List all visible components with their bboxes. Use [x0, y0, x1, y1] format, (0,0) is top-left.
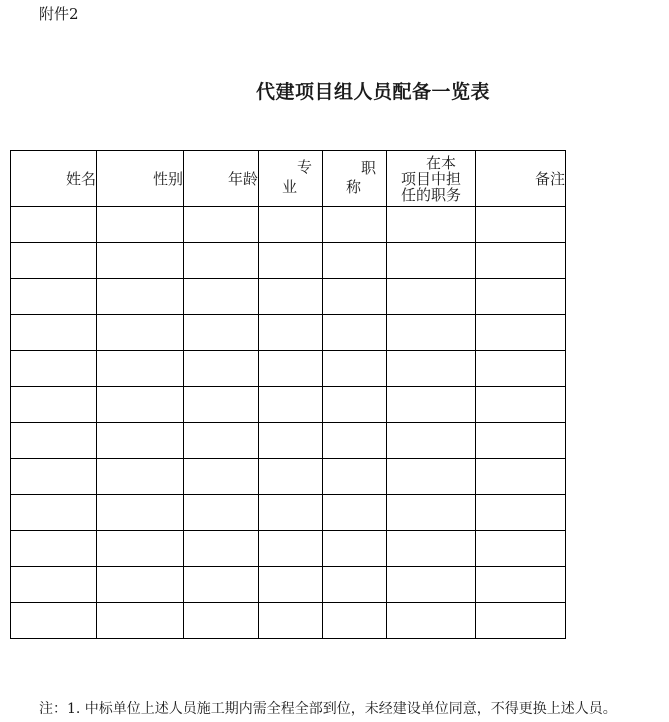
cell-remarks: [476, 387, 566, 423]
cell-gender: [97, 459, 184, 495]
table-row: [11, 603, 566, 639]
cell-age: [184, 495, 259, 531]
header-major-part1: 专: [297, 158, 313, 176]
cell-position: [387, 603, 476, 639]
cell-gender: [97, 315, 184, 351]
cell-position: [387, 387, 476, 423]
header-gender: 性别: [97, 151, 184, 207]
cell-position: [387, 279, 476, 315]
header-age: 年龄: [184, 151, 259, 207]
cell-name: [11, 459, 97, 495]
cell-position: [387, 315, 476, 351]
cell-major: [259, 315, 323, 351]
cell-position: [387, 207, 476, 243]
cell-major: [259, 351, 323, 387]
cell-title: [323, 279, 387, 315]
header-position-line3: 任的职务: [400, 185, 461, 204]
table-header-row: [11, 151, 566, 207]
table-row: [11, 567, 566, 603]
table-row: [11, 243, 566, 279]
cell-gender: [97, 531, 184, 567]
cell-gender: [97, 351, 184, 387]
header-title: [323, 151, 387, 207]
cell-position: [387, 531, 476, 567]
table-row: [11, 207, 566, 243]
cell-gender: [97, 495, 184, 531]
cell-gender: [97, 567, 184, 603]
cell-gender: [97, 279, 184, 315]
cell-name: [11, 351, 97, 387]
cell-position: [387, 423, 476, 459]
cell-remarks: [476, 459, 566, 495]
header-name: 姓名: [11, 151, 97, 207]
cell-title: [323, 423, 387, 459]
cell-remarks: [476, 531, 566, 567]
footnote: 注：1. 中标单位上述人员施工期内需全程全部到位，未经建设单位同意，不得更换上述人员。: [39, 701, 617, 717]
cell-name: [11, 531, 97, 567]
table-row: [11, 279, 566, 315]
cell-remarks: [476, 351, 566, 387]
header-major-part2: 业: [282, 178, 298, 196]
cell-major: [259, 207, 323, 243]
table-row: [11, 315, 566, 351]
cell-title: [323, 243, 387, 279]
table-row: [11, 531, 566, 567]
cell-age: [184, 459, 259, 495]
cell-major: [259, 459, 323, 495]
cell-title: [323, 603, 387, 639]
cell-position: [387, 243, 476, 279]
cell-age: [184, 387, 259, 423]
cell-remarks: [476, 243, 566, 279]
cell-remarks: [476, 603, 566, 639]
cell-remarks: [476, 423, 566, 459]
cell-major: [259, 279, 323, 315]
header-position-line2: 项目中担: [400, 169, 461, 188]
cell-name: [11, 315, 97, 351]
cell-remarks: [476, 207, 566, 243]
table-body: [11, 207, 566, 639]
attachment-label: 附件2: [39, 5, 79, 23]
header-position: [387, 151, 476, 207]
cell-age: [184, 423, 259, 459]
cell-gender: [97, 387, 184, 423]
cell-age: [184, 351, 259, 387]
header-major: [259, 151, 323, 207]
table-row: [11, 351, 566, 387]
cell-title: [323, 387, 387, 423]
table-row: [11, 459, 566, 495]
cell-major: [259, 387, 323, 423]
cell-remarks: [476, 315, 566, 351]
cell-age: [184, 279, 259, 315]
cell-name: [11, 423, 97, 459]
cell-title: [323, 567, 387, 603]
cell-name: [11, 387, 97, 423]
cell-age: [184, 531, 259, 567]
staff-table: [10, 150, 566, 639]
cell-title: [323, 495, 387, 531]
cell-title: [323, 459, 387, 495]
cell-position: [387, 495, 476, 531]
cell-gender: [97, 423, 184, 459]
header-title-part2: 称: [346, 178, 362, 196]
cell-major: [259, 423, 323, 459]
cell-major: [259, 243, 323, 279]
cell-age: [184, 207, 259, 243]
cell-remarks: [476, 567, 566, 603]
cell-age: [184, 603, 259, 639]
cell-age: [184, 243, 259, 279]
cell-major: [259, 531, 323, 567]
cell-title: [323, 315, 387, 351]
cell-major: [259, 603, 323, 639]
cell-name: [11, 567, 97, 603]
cell-major: [259, 567, 323, 603]
page-title: 代建项目组人员配备一览表: [256, 81, 491, 103]
cell-name: [11, 279, 97, 315]
cell-position: [387, 351, 476, 387]
cell-title: [323, 207, 387, 243]
cell-title: [323, 531, 387, 567]
cell-gender: [97, 207, 184, 243]
cell-gender: [97, 243, 184, 279]
cell-position: [387, 567, 476, 603]
cell-title: [323, 351, 387, 387]
cell-name: [11, 207, 97, 243]
cell-age: [184, 567, 259, 603]
table-row: [11, 495, 566, 531]
cell-age: [184, 315, 259, 351]
cell-name: [11, 243, 97, 279]
cell-remarks: [476, 495, 566, 531]
cell-name: [11, 495, 97, 531]
table-row: [11, 423, 566, 459]
cell-name: [11, 603, 97, 639]
header-title-part1: 职: [361, 159, 377, 177]
table-row: [11, 387, 566, 423]
cell-position: [387, 459, 476, 495]
header-position-line1: 在本: [425, 153, 456, 172]
cell-gender: [97, 603, 184, 639]
cell-remarks: [476, 279, 566, 315]
header-remarks: 备注: [476, 151, 566, 207]
cell-major: [259, 495, 323, 531]
